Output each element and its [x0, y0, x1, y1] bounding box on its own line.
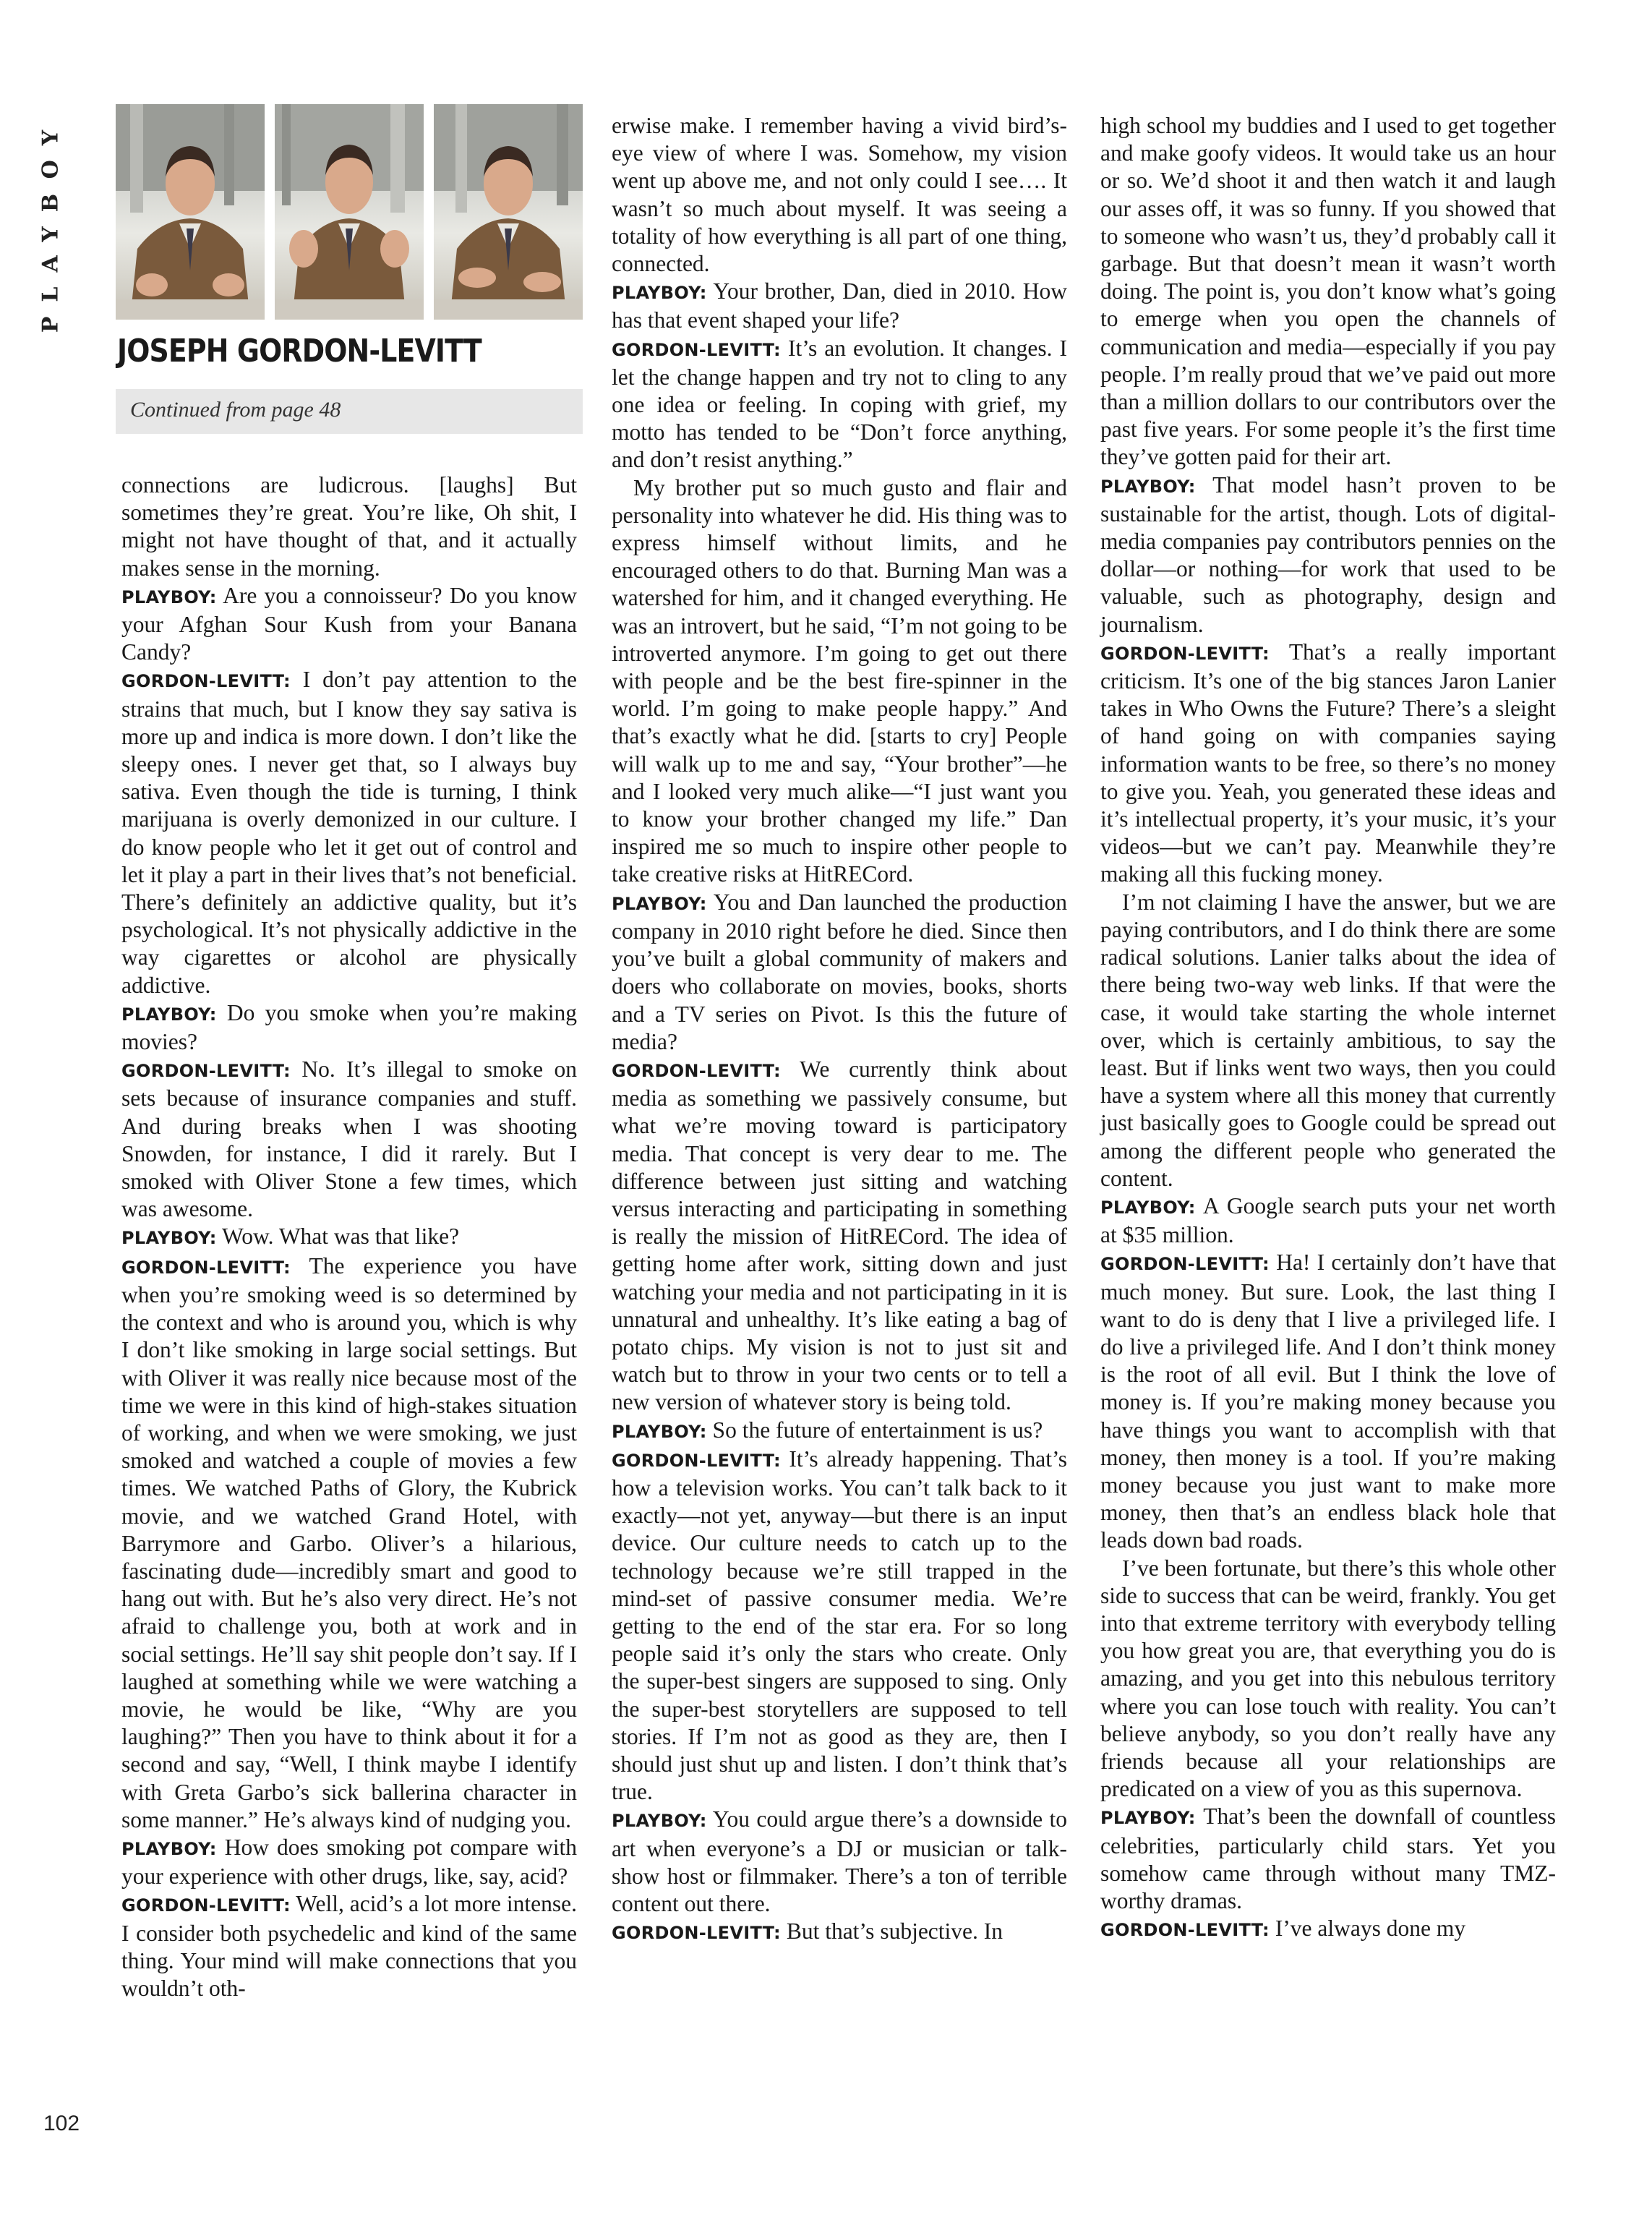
page-number: 102 [43, 2112, 80, 2135]
paragraph-text: I’ve always done my [1275, 1916, 1466, 1942]
photo-portrait-1 [116, 104, 265, 320]
speaker-label: GORDON-LEVITT: [1100, 1920, 1270, 1941]
interview-exchange [612, 335, 1067, 474]
paragraph-text: That’s a really important criticism. It’s one of the big stances Jaron Lanier takes in Who Owns the Future? There’s a sleight of hand going on with companies saying information wants to be free, so there’s no money to give you. Yeah, you generated these ideas and it’s intellectual property, it’s your music, it’s your videos—but we can’t pay. Meanwhile they’re making all this fucking money. [1100, 639, 1557, 887]
paragraph-text: You and Dan launched the production company in 2010 right before he died. Since then you’ve built a global community of makers and doers who collaborate on movies, books, shorts and a TV series on Pivot. Is this the future of media? [612, 889, 1067, 1054]
interview-exchange [121, 1252, 577, 1834]
photo-strip [116, 104, 583, 320]
speaker-label: GORDON-LEVITT: [121, 1061, 291, 1082]
interview-exchange [1100, 1192, 1556, 1249]
interview-exchange [1100, 639, 1556, 889]
interview-exchange [1100, 1249, 1556, 1554]
interview-exchange [612, 278, 1067, 334]
speaker-label: GORDON-LEVITT: [612, 339, 781, 360]
interview-exchange [1100, 471, 1556, 639]
interview-exchange [121, 666, 577, 999]
speaker-label: GORDON-LEVITT: [1100, 643, 1270, 664]
paragraph-text: Do you smoke when you’re making movies? [121, 999, 577, 1055]
speaker-label: GORDON-LEVITT: [612, 1923, 781, 1944]
speaker-label: GORDON-LEVITT: [121, 1257, 291, 1278]
paragraph [612, 112, 1067, 278]
paragraph-text: I’ve been fortunate, but there’s this whole other side to success that can be weird, frankly. You get into that extreme territory with everybody telling you how great you are, that everything you do is amazing, and you get into this nebulous territory where you can lose touch with reality. You can’t believe anybody, so you don’t really have any friends because all your relationships are predicated on a view of you as this supernova. [1100, 1555, 1556, 1802]
interview-exchange [121, 1890, 577, 2002]
masthead-text: PLAYBOY [38, 115, 64, 333]
paragraph-text: Your brother, Dan, died in 2010. How has that event shaped your life? [612, 278, 1067, 333]
paragraph [612, 474, 1067, 889]
text-column-3 [1100, 112, 1556, 1944]
paragraph-text: A Google search puts your net worth at $35 million. [1100, 1192, 1557, 1248]
paragraph-text: I don’t pay attention to the strains that much, but I know they say sativa is more up and indica is more down. I don’t like the sleepy ones. I never get that, so I always buy sativa. Even though the tide is turning, I think marijuana is overly demonized in our culture. I do know people who let it get out of control and let it play a part in their lives that’s not beneficial. There’s definitely an addictive quality, but it’s psychological. It’s not physically addictive in the way cigarettes or alcohol are physically addictive. [121, 667, 577, 998]
photo-portrait-2 [275, 104, 424, 320]
paragraph-text: How does smoking pot compare with your experience with other drugs, like, say, acid? [121, 1834, 578, 1890]
speaker-label: PLAYBOY: [121, 586, 217, 607]
paragraph-text: connections are ludicrous. [laughs] But sometimes they’re great. You’re like, Oh shit, I might not have thought of that, and it actually makes sense in the morning. [121, 472, 577, 581]
speaker-label: GORDON-LEVITT: [121, 671, 291, 692]
paragraph-text: That model hasn’t proven to be sustainable for the artist, though. Lots of digital-media companies pay contributors pennies on the dollar—or nothing—for work that used to be valuable, such as photography, design and journalism. [1100, 471, 1556, 637]
paragraph-text: Ha! I certainly don’t have that much money. But sure. Look, the last thing I want to do is deny that I live a privileged life. I do live a privileged life. And I don’t think money is the root of all evil. But I think the love of money is. If you’re making money because you have things you want to accomplish with that money, then money is a tool. If you’re making money because you just want to make more money, then that’s an endless black hole that leads down bad roads. [1100, 1250, 1556, 1553]
interview-exchange [612, 1056, 1067, 1417]
speaker-label: GORDON-LEVITT: [1100, 1254, 1270, 1275]
paragraph [1100, 889, 1556, 1192]
paragraph-text: Wow. What was that like? [221, 1224, 460, 1250]
speaker-label: PLAYBOY: [1100, 1197, 1196, 1218]
interview-exchange [121, 999, 577, 1056]
interview-exchange [121, 1223, 577, 1252]
speaker-label: PLAYBOY: [612, 893, 707, 914]
interview-exchange [612, 889, 1067, 1056]
speaker-label: PLAYBOY: [121, 1838, 217, 1859]
interview-exchange [121, 1056, 577, 1223]
paragraph-text: We currently think about media as something we passively consume, but what we’re moving toward is participatory media. That concept is very dear to me. The difference between just sitting and watching versus interacting and participating in something is really the mission of HitRECord. The idea of getting home after work, sitting down and just watching your media and not participating in it is unnatural and unhealthy. It’s like eating a bag of potato chips. My vision is not to just sit and watch but to throw in your two cents or to tell a new version of whatever story is being told. [612, 1056, 1067, 1415]
article-title: JOSEPH GORDON-LEVITT [117, 333, 482, 370]
paragraph-text: So the future of entertainment is us? [712, 1417, 1043, 1443]
text-column-2 [612, 112, 1067, 1947]
speaker-label: PLAYBOY: [612, 1811, 707, 1832]
paragraph [121, 471, 577, 582]
continued-banner: Continued from page 48 [116, 389, 583, 434]
paragraph-text: Well, acid’s a lot more intense. I consider both psychedelic and kind of the same thing. Your mind will make connections that you wouldn’t oth- [121, 1891, 577, 2001]
interview-exchange [1100, 1803, 1556, 1915]
speaker-label: PLAYBOY: [1100, 476, 1196, 497]
interview-exchange [612, 1417, 1067, 1446]
paragraph-text: It’s already happening. That’s how a television works. You can’t talk back to it exactly—not yet, anyway—but there is an input device. Our culture needs to catch up to the technology because we’re still trapped in the mind-set of passive consumer media. We’re getting to the end of the star era. For so long people said it’s only the stars who create. Only the super-best singers are supposed to sing. Only the super-best storytellers are supposed to tell stories. If I’m not as good as they are, then I should just shut up and listen. I don’t think that’s true. [612, 1446, 1067, 1805]
interview-exchange [612, 1446, 1067, 1806]
paragraph [1100, 112, 1556, 471]
text-column-1 [121, 471, 577, 2002]
interview-exchange [612, 1806, 1067, 1918]
speaker-label: PLAYBOY: [612, 1421, 707, 1442]
paragraph-text: That’s been the downfall of countless celebrities, particularly child stars. Yet you somehow came through without many TMZ-worthy dramas. [1100, 1803, 1556, 1913]
paragraph [1100, 1555, 1556, 1803]
interview-exchange [612, 1918, 1067, 1947]
speaker-label: PLAYBOY: [612, 283, 707, 304]
magazine-masthead [35, 101, 67, 347]
paragraph-text: The experience you have when you’re smoking weed is so determined by the context and who is around you, which is why I don’t like smoking in large social settings. But with Oliver it was really nice because most of the time we were in this kind of high-stakes situation of working, and when we were smoking, we just smoked and watched a couple of movies a few times. We watched Paths of Glory, the Kubrick movie, and we watched Grand Hotel, with Barrymore and Garbo. Oliver’s a hilarious, fascinating dude—incredibly smart and good to hang out with. But he’s also very direct. He’s not afraid to challenge you, both at work and in social settings. He’ll say shit people don’t say. If I laughed at something while we were watching a movie, he would be like, “Why are you laughing?” Then you have to think about it for a second and say, “Well, I think maybe I identify with Greta Garbo’s sick ballerina character in some manner.” He’s always kind of nudging you. [121, 1252, 577, 1832]
speaker-label: PLAYBOY: [1100, 1808, 1196, 1829]
paragraph-text: My brother put so much gusto and flair and personality into whatever he did. His thing was to express himself without limits, and he encouraged others to do that. Burning Man was a watershed for him, and it changed everything. He was an introvert, but he said, “I’m not going to be introverted anymore. I’m going to get out there with people and be the best fire-spinner in the world. I’m going to make people happy.” And that’s exactly what he did. [starts to cry] People will walk up to me and say, “Your brother”—he and I looked very much alike—“I just want you to know your brother changed my life.” Dan inspired me so much to inspire other people to take creative risks at HitRECord. [612, 474, 1067, 887]
paragraph-text: Are you a connoisseur? Do you know your Afghan Sour Kush from your Banana Candy? [121, 582, 577, 665]
interview-exchange [1100, 1915, 1556, 1944]
speaker-label: GORDON-LEVITT: [612, 1060, 781, 1081]
paragraph-text: No. It’s illegal to smoke on sets because of insurance companies and stuff. And during breaks when I was shooting Snowden, for instance, I did it rarely. But I smoked with Oliver Stone a few times, which was awesome. [121, 1056, 578, 1222]
speaker-label: GORDON-LEVITT: [612, 1450, 781, 1471]
paragraph-text: But that’s subjective. In [786, 1918, 1003, 1944]
interview-exchange [121, 1834, 577, 1890]
speaker-label: GORDON-LEVITT: [121, 1895, 291, 1916]
paragraph-text: high school my buddies and I used to get together and make goofy videos. It would take us an hour or so. We’d shoot it and then watch it and laugh our asses off, it was so funny. If you showed that to someone who wasn’t us, they’d probably call it garbage. But that doesn’t mean it wasn’t worth doing. The point is, you don’t know what’s going to emerge when you open the channels of communication and media—especially if you pay people. I’m really proud that we’ve paid out more than a million dollars to our contributors over the past five years. For some people it’s the first time they’ve gotten paid for their art. [1100, 113, 1556, 470]
interview-exchange [121, 582, 577, 667]
speaker-label: PLAYBOY: [121, 1228, 217, 1249]
paragraph-text: You could argue there’s a downside to art when everyone’s a DJ or musician or talk-show host or filmmaker. There’s a ton of terrible content out there. [612, 1806, 1067, 1916]
paragraph-text: It’s an evolution. It changes. I let the change happen and try not to cling to any one idea or feeling. In coping with grief, my motto has tended to be “Don’t force anything, and don’t resist anything.” [612, 335, 1068, 473]
paragraph-text: I’m not claiming I have the answer, but we are paying contributors, and I do think there are some radical solutions. Lanier talks about the idea of there being two-way web links. If that were the case, it would take starting the whole internet over, which is certainly ambitious, to say the least. But if links went two ways, then you could have a system where all this money that currently just basically goes to Google could be spread out among the different people who generated the content. [1100, 889, 1556, 1191]
paragraph-text: erwise make. I remember having a vivid bird’s-eye view of where I was. Somehow, my vision went up above me, and not only could I see…. It wasn’t so much about myself. It was seeing a totality of how everything is all part of one thing, connected. [612, 113, 1067, 277]
speaker-label: PLAYBOY: [121, 1004, 217, 1025]
photo-portrait-3 [434, 104, 583, 320]
